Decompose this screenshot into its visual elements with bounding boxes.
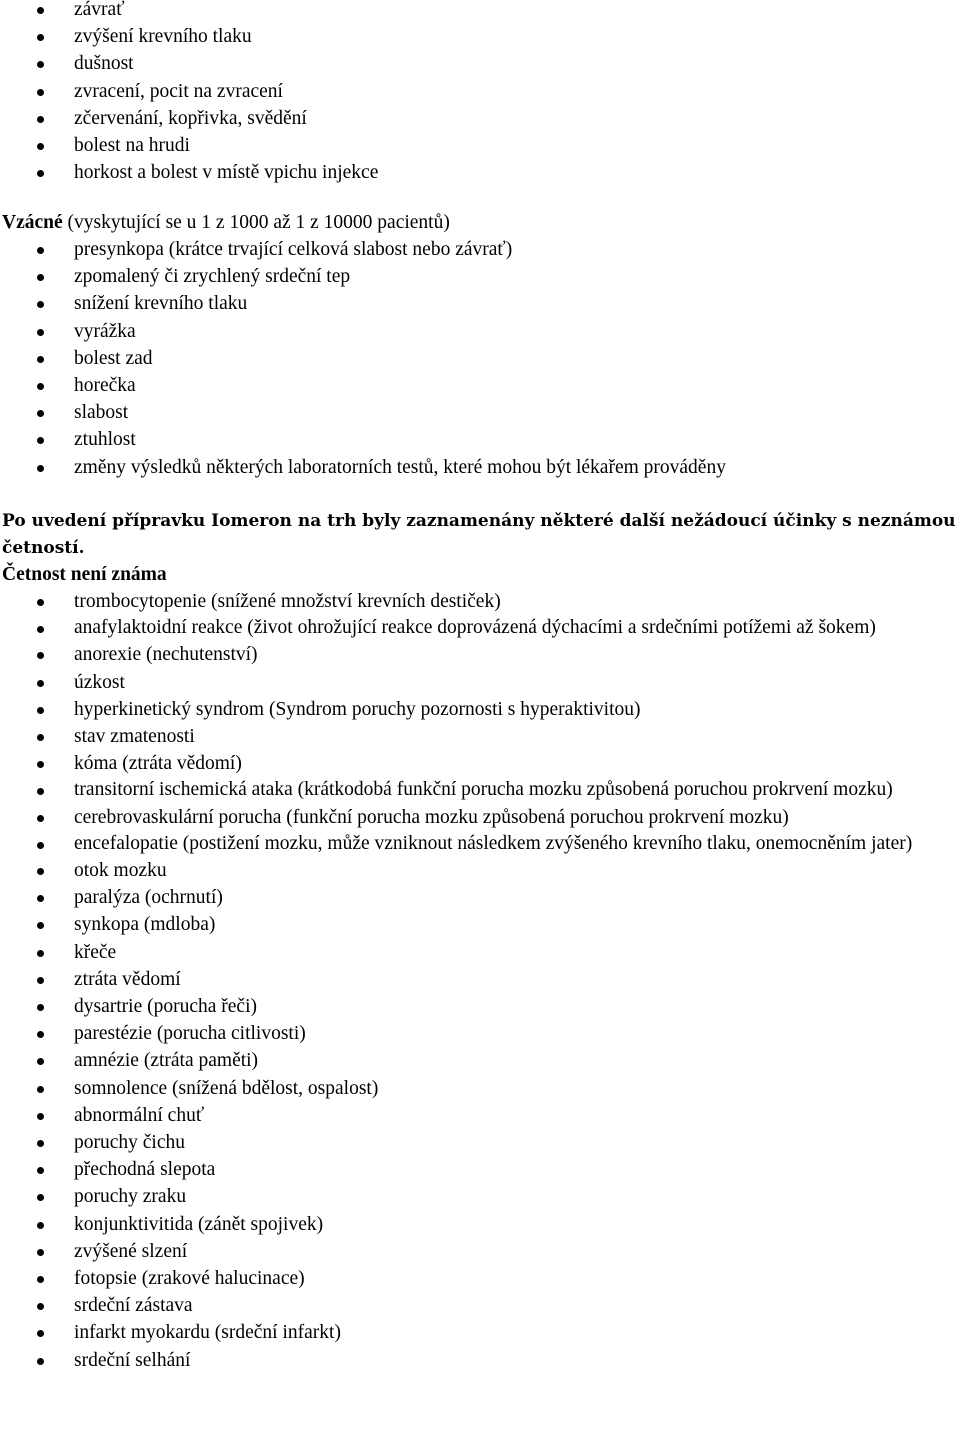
list-item: [0, 1156, 960, 1183]
list-item-text: encefalopatie (postižení mozku, může vzniknout následkem zvýšeného krevního tlaku, onemocněním jater): [74, 832, 913, 854]
list-item-text: poruchy čichu: [74, 1132, 186, 1154]
bullet-icon: [37, 1222, 44, 1229]
list-item: [0, 939, 960, 966]
bullet-icon: [37, 7, 44, 14]
bullet-icon: [37, 1249, 44, 1256]
list-item: [0, 669, 960, 696]
bullet-icon: [37, 868, 44, 875]
rare-frequency-text: (vyskytující se u 1 z 1000 až 1 z 10000 pacientů): [62, 212, 450, 233]
list-item-text: zpomalený či zrychlený srdeční tep: [74, 266, 351, 288]
list-item-text: slabost: [74, 402, 129, 424]
bullet-icon: [37, 1358, 44, 1365]
list-item: [0, 399, 960, 426]
list-item: [0, 1102, 960, 1129]
list-item-text: zčervenání, kopřivka, svědění: [74, 107, 307, 129]
list-item: [0, 777, 960, 803]
bullet-icon: [37, 89, 44, 96]
bullet-icon: [37, 707, 44, 714]
list-item: [0, 345, 960, 372]
bullet-icon: [37, 1303, 44, 1310]
bullet-icon: [37, 1058, 44, 1065]
list-item-text: hyperkinetický syndrom (Syndrom poruchy pozornosti s hyperaktivitou): [74, 698, 641, 720]
list-item-text: kóma (ztráta vědomí): [74, 753, 242, 775]
list-item-text: konjunktivitida (zánět spojivek): [74, 1213, 324, 1235]
bullet-icon: [37, 34, 44, 41]
list-item: [0, 911, 960, 938]
bullet-icon: [37, 761, 44, 768]
list-item-text: ztuhlost: [74, 429, 136, 451]
list-item: [0, 1047, 960, 1074]
list-item-text: zvýšené slzení: [74, 1240, 188, 1262]
list-item: [0, 23, 960, 50]
frequency-unknown-heading: Četnost není známa: [2, 564, 167, 585]
bullet-icon: [37, 922, 44, 929]
bullet-icon: [37, 1330, 44, 1337]
list-item: [0, 993, 960, 1020]
list-item-text: bolest na hrudi: [74, 135, 190, 157]
list-item: [0, 884, 960, 911]
list-item-text: anorexie (nechutenství): [74, 644, 258, 666]
list-item-text: dysartrie (porucha řeči): [74, 996, 257, 1018]
list-item-text: bolest zad: [74, 347, 153, 369]
bullet-icon: [37, 329, 44, 336]
bullet-icon: [37, 1167, 44, 1174]
bullet-icon: [37, 383, 44, 390]
bullet-icon: [37, 465, 44, 472]
bullet-icon: [37, 1031, 44, 1038]
bullet-icon: [37, 950, 44, 957]
list-item-text: amnézie (ztráta paměti): [74, 1050, 259, 1072]
list-item: [0, 831, 960, 857]
list-item: [0, 132, 960, 159]
list-item-text: horečka: [74, 375, 136, 397]
list-item-text: úzkost: [74, 671, 125, 693]
list-item: [0, 641, 960, 668]
list-item: [0, 615, 960, 641]
bullet-icon: [37, 1113, 44, 1120]
list-item: [0, 1265, 960, 1292]
list-item-text: snížení krevního tlaku: [74, 293, 248, 315]
bullet-icon: [37, 170, 44, 177]
list-item-text: srdeční selhání: [74, 1349, 191, 1371]
list-item: [0, 750, 960, 777]
bullet-icon: [37, 1140, 44, 1147]
list-item-text: trombocytopenie (snížené množství krevních destiček): [74, 591, 501, 612]
bullet-icon: [37, 626, 44, 633]
list-item-text: horkost a bolest v místě vpichu injekce: [74, 162, 379, 184]
list-item-text: anafylaktoidní reakce (život ohrožující reakce doprovázená dýchacími a srdečními potížemi až šokem): [74, 617, 876, 639]
list-item-text: zvracení, pocit na zvracení: [74, 80, 283, 102]
list-item-text: zvýšení krevního tlaku: [74, 26, 252, 48]
list-item: [0, 0, 960, 23]
list-item-text: abnormální chuť: [74, 1104, 205, 1126]
list-item: [0, 588, 960, 615]
bullet-icon: [37, 734, 44, 741]
list-item: [0, 290, 960, 317]
bullet-icon: [37, 788, 44, 795]
bullet-icon: [37, 356, 44, 363]
list-item: [0, 966, 960, 993]
list-item: [0, 159, 960, 186]
list-item: [0, 723, 960, 750]
list-item-text: závrať: [74, 0, 125, 20]
list-item-text: presynkopa (krátce trvající celková slabost nebo závrať): [74, 239, 513, 260]
unknown-frequency-effects-list: [0, 588, 960, 1374]
bullet-icon: [37, 247, 44, 254]
list-item-text: transitorní ischemická ataka (krátkodobá funkční porucha mozku způsobená poruchou prokrvení mozku): [74, 779, 893, 801]
list-item: [0, 1238, 960, 1265]
bullet-icon: [37, 1004, 44, 1011]
bullet-icon: [37, 895, 44, 902]
list-item-text: vyrážka: [74, 320, 136, 342]
list-item: [0, 1319, 960, 1346]
bullet-icon: [37, 1276, 44, 1283]
list-item: [0, 696, 960, 723]
list-item: [0, 50, 960, 77]
list-item: [0, 1211, 960, 1238]
bullet-icon: [37, 116, 44, 123]
list-item: [0, 454, 960, 481]
list-item: [0, 1292, 960, 1319]
bullet-icon: [37, 301, 44, 308]
list-item: [0, 263, 960, 290]
list-item: [0, 804, 960, 831]
rare-effects-heading: [2, 209, 450, 236]
list-item: [0, 857, 960, 884]
bullet-icon: [37, 143, 44, 150]
bullet-icon: [37, 410, 44, 417]
list-item: [0, 426, 960, 453]
common-effects-list: [0, 0, 960, 186]
list-item-text: křeče: [74, 941, 117, 963]
bullet-icon: [37, 1086, 44, 1093]
rare-label: Vzácné: [2, 212, 63, 233]
list-item: [0, 78, 960, 105]
list-item-text: synkopa (mdloba): [74, 914, 216, 936]
bullet-icon: [37, 977, 44, 984]
list-item: [0, 1075, 960, 1102]
bullet-icon: [37, 1194, 44, 1201]
list-item: [0, 105, 960, 132]
list-item-text: stav zmatenosti: [74, 726, 195, 748]
list-item-text: fotopsie (zrakové halucinace): [74, 1268, 305, 1290]
list-item: [0, 1020, 960, 1047]
list-item-text: infarkt myokardu (srdeční infarkt): [74, 1322, 341, 1344]
list-item-text: cerebrovaskulární porucha (funkční porucha mozku způsobená poruchou prokrvení mozku): [74, 806, 789, 828]
bullet-icon: [37, 599, 44, 606]
bullet-icon: [37, 437, 44, 444]
list-item-text: otok mozku: [74, 860, 167, 882]
bullet-icon: [37, 652, 44, 659]
list-item: [0, 372, 960, 399]
bullet-icon: [37, 680, 44, 687]
list-item: [0, 1347, 960, 1374]
list-item-text: parestézie (porucha citlivosti): [74, 1023, 306, 1045]
rare-effects-list: [0, 236, 960, 481]
list-item-text: změny výsledků některých laboratorních testů, které mohou být lékařem prováděny: [74, 456, 726, 478]
list-item: [0, 1129, 960, 1156]
list-item: [0, 1183, 960, 1210]
list-item-text: somnolence (snížená bdělost, ospalost): [74, 1077, 379, 1099]
list-item-text: poruchy zraku: [74, 1186, 187, 1208]
bullet-icon: [37, 274, 44, 281]
bullet-icon: [37, 61, 44, 68]
list-item: [0, 318, 960, 345]
list-item-text: dušnost: [74, 53, 134, 75]
list-item-text: srdeční zástava: [74, 1295, 193, 1317]
list-item: [0, 236, 960, 263]
post-marketing-note: Po uvedení přípravku Iomeron na trh byly zaznamenány některé další nežádoucí účinky s neznámou četností.: [2, 511, 956, 558]
bullet-icon: [37, 842, 44, 849]
list-item-text: přechodná slepota: [74, 1159, 216, 1181]
list-item-text: paralýza (ochrnutí): [74, 887, 223, 909]
list-item-text: ztráta vědomí: [74, 968, 181, 990]
bullet-icon: [37, 815, 44, 822]
